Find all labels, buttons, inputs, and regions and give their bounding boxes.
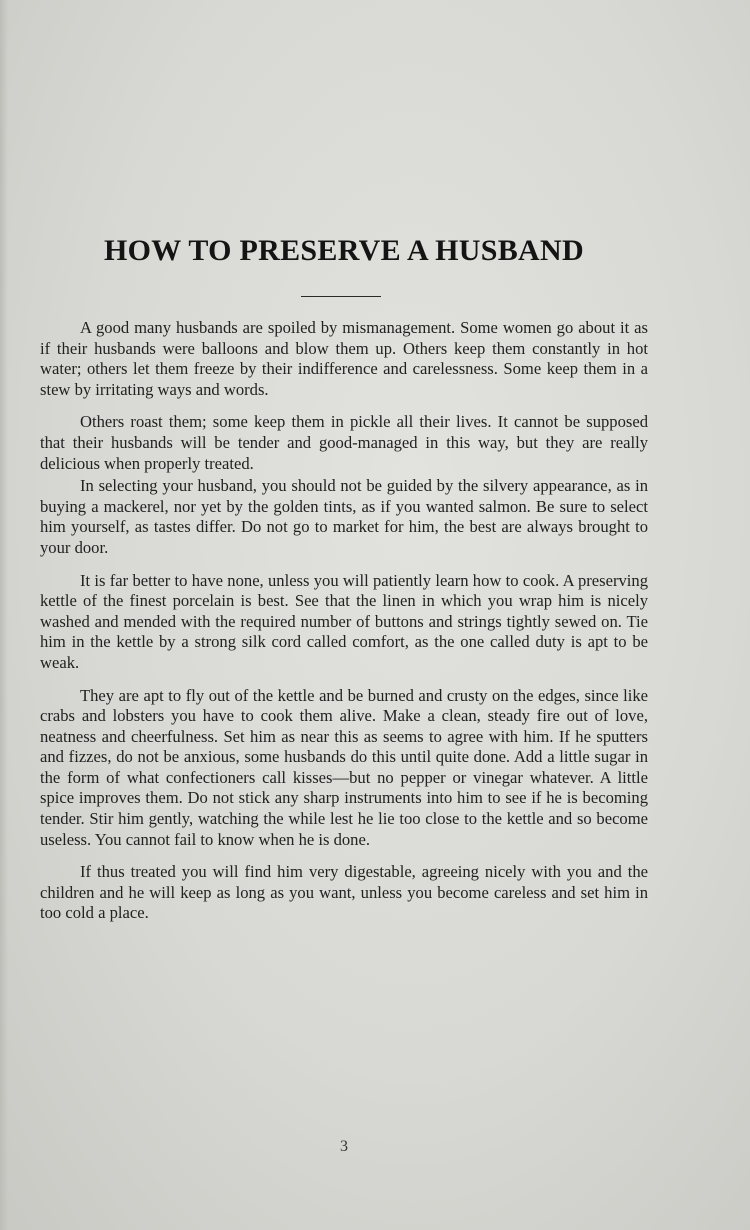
page-edge-shadow xyxy=(0,0,8,1230)
paragraph: It is far better to have none, unless you will patiently learn how to cook. A preserving kettle of the finest porcelain is best. See that the linen in which you wrap him is nicely washed and mended with the required number of buttons and strings tightly sewed on. Tie him in the kettle by a strong silk cord called comfort, as the one called duty is apt to be weak. xyxy=(40,570,648,672)
page-number: 3 xyxy=(340,1138,348,1155)
title-divider xyxy=(301,296,381,297)
paragraph: In selecting your husband, you should not be guided by the silvery appearance, as in buying a mackerel, nor yet by the golden tints, as if you wanted salmon. Be sure to select him yourself, as tastes differ. Do not go to market for him, the best are always brought to your door. xyxy=(40,476,648,557)
paragraph: A good many husbands are spoiled by mismanagement. Some women go about it as if their husbands were balloons and blow them up. Others keep them constantly in hot water; others let them freeze by their indifference and carelessness. Some keep them in a stew by irritating ways and words. xyxy=(40,318,648,399)
paragraph: They are apt to fly out of the kettle and be burned and crusty on the edges, since like crabs and lobsters you have to cook them alive. Make a clean, steady fire out of love, neatness and cheerfulness. Set him as near this as seems to agree with him. If he sputters and fizzes, do not be anxious, some husbands do this until quite done. Add a little sugar in the form of what confectioners call kisses—but no pepper or vinegar whatever. A little spice improves them. Do not stick any sharp instruments into him to see if he is becoming tender. Stir him gently, watching the while lest he lie too close to the kettle and so become useless. You cannot fail to know when he is done. xyxy=(40,685,648,849)
page-title: HOW TO PRESERVE A HUSBAND xyxy=(104,234,584,267)
article-body xyxy=(40,318,648,924)
paragraph: If thus treated you will find him very digestable, agreeing nicely with you and the children and he will keep as long as you want, unless you become careless and set him in too cold a place. xyxy=(40,862,648,923)
paragraph: Others roast them; some keep them in pickle all their lives. It cannot be supposed that their husbands will be tender and good-managed in this way, but they are really delicious when properly treated. xyxy=(40,412,648,473)
